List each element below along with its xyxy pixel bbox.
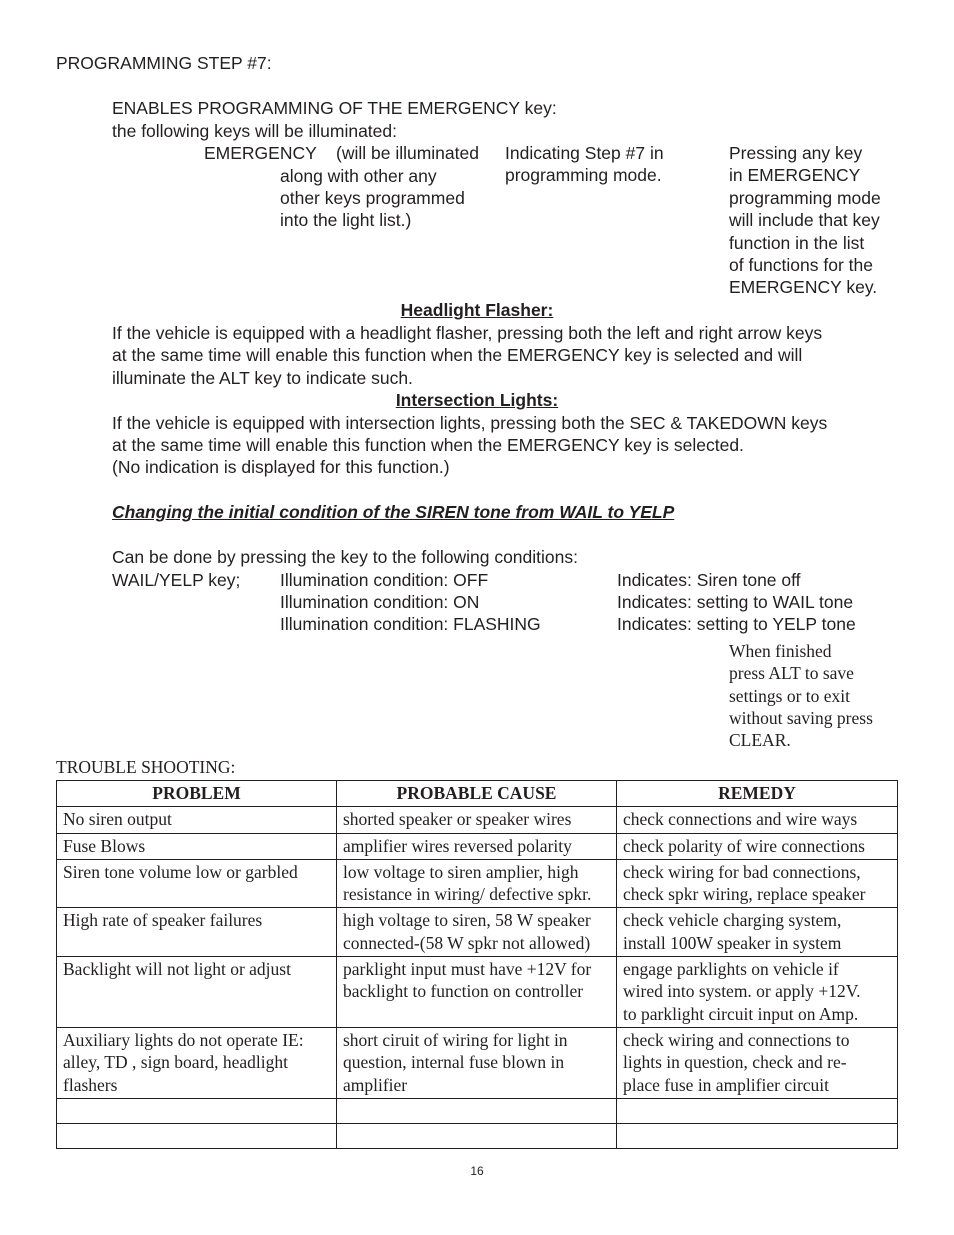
table-header-row	[57, 781, 898, 807]
enables-line: ENABLES PROGRAMMING OF THE EMERGENCY key:	[112, 98, 557, 118]
headlight-title: Headlight Flasher:	[400, 300, 554, 320]
cause-cell: low voltage to siren amplier, high resistance in wiring/ defective spkr.	[337, 859, 617, 908]
table-row	[57, 807, 898, 833]
step-heading: PROGRAMMING STEP #7:	[56, 53, 272, 73]
emergency-key-note-first: (will be illuminated	[336, 143, 479, 163]
intersection-text: If the vehicle is equipped with intersection lights, pressing both the SEC & TAKEDOWN keys at the same time will enable this function when the EMERGENCY key is selected. (No indication is displayed for this function.)	[112, 412, 828, 478]
pressing-key-note: Pressing any key in EMERGENCY programming mode will include that key function in the list of functions for the EMERGENCY key.	[729, 143, 881, 298]
remedy-cell: check polarity of wire connections	[617, 833, 898, 859]
table-row	[57, 908, 898, 957]
indicates-on: Indicates: setting to WAIL tone	[617, 592, 854, 612]
remedy-cell: check vehicle charging system, install 100W speaker in system	[617, 908, 898, 957]
siren-intro: Can be done by pressing the key to the following conditions:	[112, 547, 578, 567]
siren-title: Changing the initial condition of the SIREN tone from WAIL to YELP	[112, 502, 675, 522]
headlight-text: If the vehicle is equipped with a headlight flasher, pressing both the left and right arrow keys at the same time will enable this function when the EMERGENCY key is selected and will illuminate the ALT key to indicate such.	[112, 323, 823, 388]
cause-cell: short ciruit of wiring for light in question, internal fuse blown in amplifier	[337, 1027, 617, 1098]
cause-cell: parklight input must have +12V for backlight to function on controller	[337, 957, 617, 1028]
emergency-key-note-rest: along with other any other keys programmed into the light list.)	[280, 165, 465, 231]
problem-cell: No siren output	[57, 807, 337, 833]
finished-note: When finished press ALT to save settings or to exit without saving press CLEAR.	[729, 641, 873, 751]
problem-cell	[57, 1123, 337, 1148]
emergency-key-label: EMERGENCY	[204, 143, 317, 163]
indicating-step-note: Indicating Step #7 in programming mode.	[505, 143, 664, 186]
problem-cell: Siren tone volume low or garbled	[57, 859, 337, 908]
problem-cell: Backlight will not light or adjust	[57, 957, 337, 1028]
remedy-cell: engage parklights on vehicle if wired into system. or apply +12V. to parklight circuit input on Amp.	[617, 957, 898, 1028]
problem-cell: High rate of speaker failures	[57, 908, 337, 957]
indicates-flashing: Indicates: setting to YELP tone	[617, 614, 856, 634]
remedy-cell	[617, 1098, 898, 1123]
trouble-title: TROUBLE SHOOTING:	[56, 757, 236, 777]
condition-on: Illumination condition: ON	[280, 592, 480, 612]
problem-cell: Auxiliary lights do not operate IE: alley, TD , sign board, headlight flashers	[57, 1027, 337, 1098]
cause-cell	[337, 1098, 617, 1123]
table-row-empty	[57, 1098, 898, 1123]
header-problem: PROBLEM	[57, 781, 337, 807]
wail-yelp-key-label: WAIL/YELP key;	[112, 570, 241, 590]
remedy-cell: check connections and wire ways	[617, 807, 898, 833]
table-row	[57, 859, 898, 908]
condition-off: Illumination condition: OFF	[280, 570, 489, 590]
trouble-table	[56, 780, 898, 1149]
cause-cell: shorted speaker or speaker wires	[337, 807, 617, 833]
problem-cell: Fuse Blows	[57, 833, 337, 859]
page-number: 16	[470, 1164, 484, 1178]
following-line: the following keys will be illuminated:	[112, 120, 397, 141]
header-probable-cause: PROBABLE CAUSE	[337, 781, 617, 807]
table-row	[57, 833, 898, 859]
problem-cell	[57, 1098, 337, 1123]
remedy-cell: check wiring and connections to lights in question, check and re- place fuse in amplifier circuit	[617, 1027, 898, 1098]
table-row	[57, 1027, 898, 1098]
remedy-cell: check wiring for bad connections, check spkr wiring, replace speaker	[617, 859, 898, 908]
table-row-empty	[57, 1123, 898, 1148]
indicates-off: Indicates: Siren tone off	[617, 570, 801, 590]
cause-cell: high voltage to siren, 58 W speaker connected-(58 W spkr not allowed)	[337, 908, 617, 957]
header-remedy: REMEDY	[617, 781, 898, 807]
intersection-title: Intersection Lights:	[395, 390, 559, 410]
remedy-cell	[617, 1123, 898, 1148]
cause-cell: amplifier wires reversed polarity	[337, 833, 617, 859]
table-row	[57, 957, 898, 1028]
condition-flashing: Illumination condition: FLASHING	[280, 614, 541, 634]
cause-cell	[337, 1123, 617, 1148]
